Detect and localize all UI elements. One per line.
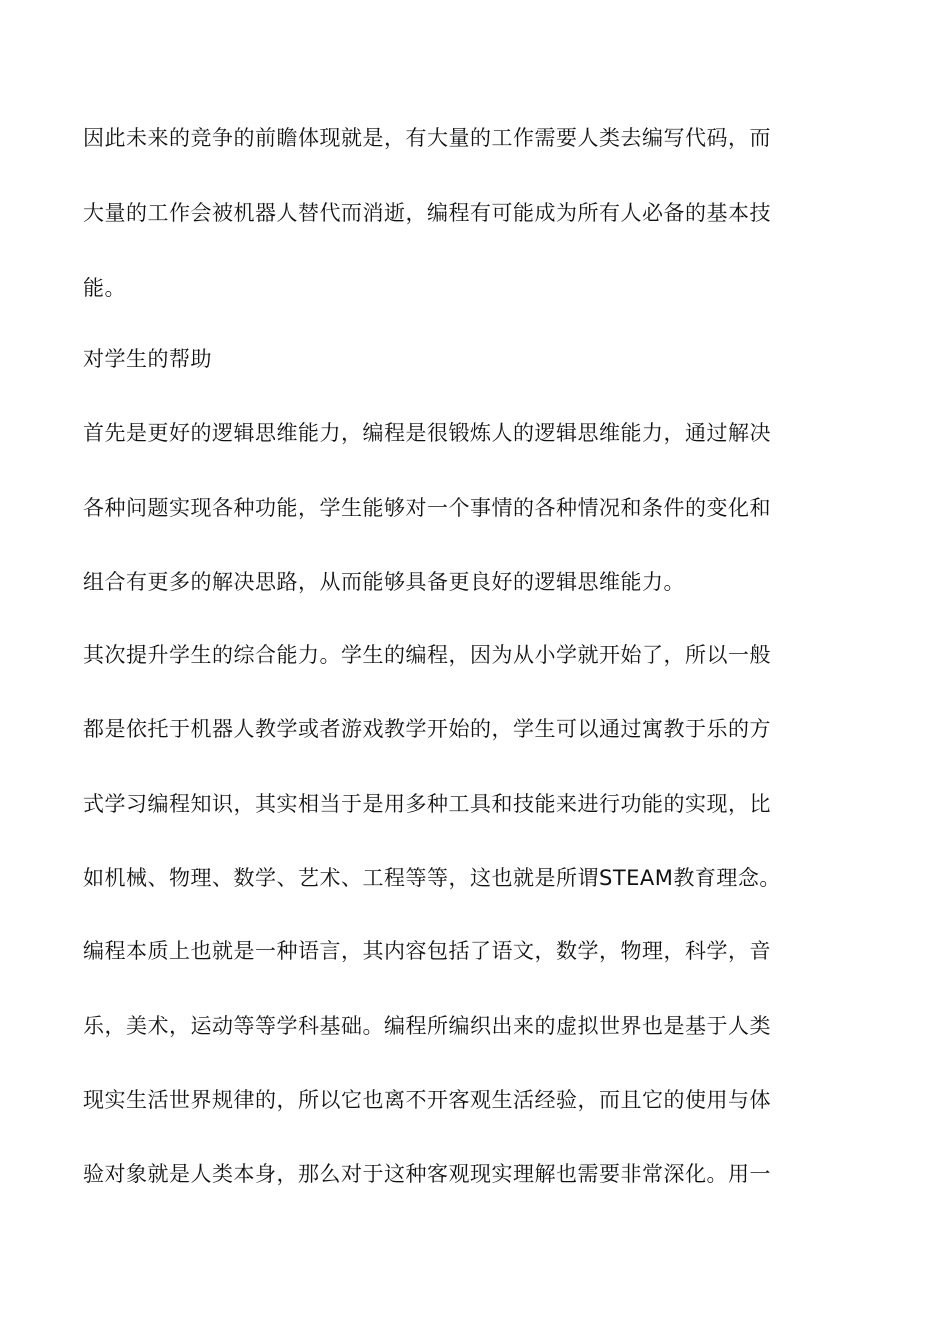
paragraph-line: 现实生活世界规律的，所以它也离不开客观生活经验，而且它的使用与体 — [83, 1088, 771, 1112]
paragraph-line: 都是依托于机器人教学或者游戏教学开始的，学生可以通过寓教于乐的方 — [83, 717, 771, 741]
paragraph-line: 能。 — [83, 276, 126, 300]
paragraph-line: 各种问题实现各种功能，学生能够对一个事情的各种情况和条件的变化和 — [83, 496, 771, 520]
paragraph-line: 组合有更多的解决思路，从而能够具备更良好的逻辑思维能力。 — [83, 570, 685, 594]
paragraph-line: 首先是更好的逻辑思维能力，编程是很锻炼人的逻辑思维能力，通过解决 — [83, 421, 771, 445]
paragraph-line: 大量的工作会被机器人替代而消逝，编程有可能成为所有人必备的基本技 — [83, 201, 771, 225]
paragraph-line: 乐，美术，运动等等学科基础。编程所编织出来的虚拟世界也是基于人类 — [83, 1014, 771, 1038]
paragraph-line: 因此未来的竞争的前瞻体现就是，有大量的工作需要人类去编写代码，而 — [83, 126, 771, 150]
section-heading: 对学生的帮助 — [83, 347, 212, 371]
paragraph-line: 编程本质上也就是一种语言，其内容包括了语文，数学，物理，科学，音 — [83, 939, 771, 963]
paragraph-line: 式学习编程知识，其实相当于是用多种工具和技能来进行功能的实现，比 — [83, 792, 771, 816]
paragraph-line: 如机械、物理、数学、艺术、工程等等，这也就是所谓STEAM教育理念。 — [83, 866, 781, 890]
paragraph-line: 其次提升学生的综合能力。学生的编程，因为从小学就开始了，所以一般 — [83, 643, 771, 667]
paragraph-line: 验对象就是人类本身，那么对于这种客观现实理解也需要非常深化。用一 — [83, 1162, 771, 1186]
